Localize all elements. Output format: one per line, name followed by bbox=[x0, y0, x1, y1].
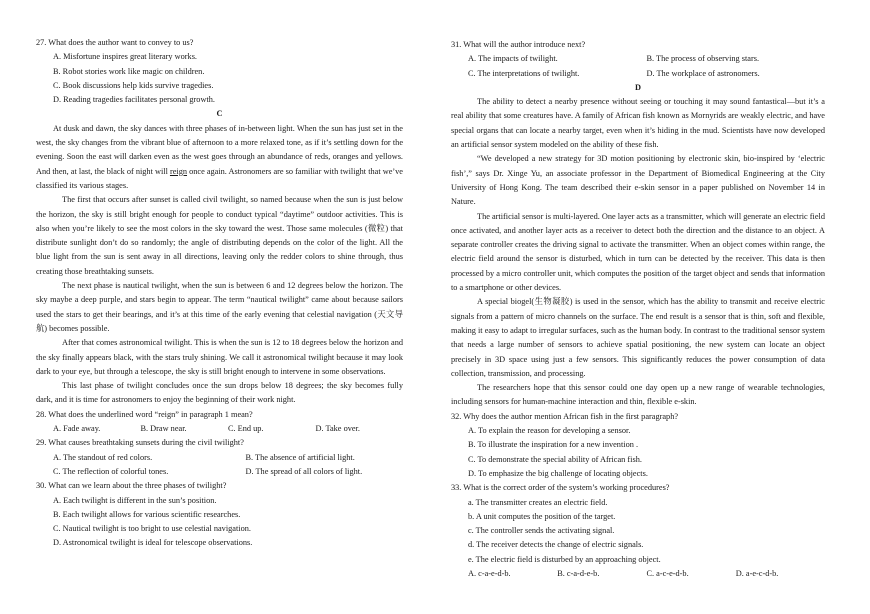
option: D. To emphasize the big challenge of locating objects. bbox=[468, 468, 648, 478]
procedure-step: e. The electric field is disturbed by an approaching object. bbox=[468, 554, 661, 564]
passage-paragraph: The first that occurs after sunset is called civil twilight, so named because when the sun is just below the horizon, the sky is still bright enough for people to conduct typical “daytime” outdoor activities. This is also when you’re likely to see the most colors in the sky toward the west. Those same molecules (微粒) that distribute sunlight don’t do so randomly; the angle of distributing depends on the color of the light. All the blue light from the sun is sent away in all directions, leaving only the redder colors to shine through, thus creating those breathtaking sunsets. bbox=[36, 195, 403, 276]
passage-paragraph: The researchers hope that this sensor could one day open up a new range of wearable technologies, including sensors for human-machine interaction and thin, flexible e-skin. bbox=[451, 383, 825, 407]
option: B. The process of observing stars. bbox=[646, 54, 760, 64]
question-stem: 33. What is the correct order of the system’s working procedures? bbox=[451, 483, 670, 493]
option: D. Take over. bbox=[315, 424, 360, 434]
procedure-step: a. The transmitter creates an electric field. bbox=[468, 497, 608, 507]
option: B. c-a-d-e-b. bbox=[557, 568, 600, 578]
passage-c bbox=[36, 122, 403, 408]
question-30 bbox=[36, 479, 403, 550]
right-column bbox=[451, 38, 825, 581]
option: A. Fade away. bbox=[53, 424, 101, 434]
option: B. To illustrate the inspiration for a new invention . bbox=[468, 440, 639, 450]
option-row bbox=[451, 567, 825, 581]
option: C. Book discussions help kids survive tragedies. bbox=[53, 80, 214, 90]
section-heading-d: D bbox=[635, 82, 641, 92]
option: C. End up. bbox=[228, 424, 264, 434]
option: D. a-e-c-d-b. bbox=[735, 568, 779, 578]
question-33 bbox=[451, 481, 825, 581]
option: B. Each twilight allows for various scientific researches. bbox=[53, 509, 241, 519]
option-row bbox=[36, 465, 403, 479]
option: B. The absence of artificial light. bbox=[245, 452, 355, 462]
option: A. Misfortune inspires great literary works. bbox=[53, 52, 198, 62]
option: A. To explain the reason for developing a sensor. bbox=[468, 426, 631, 436]
question-29 bbox=[36, 436, 403, 479]
question-stem: 32. Why does the author mention African fish in the first paragraph? bbox=[451, 411, 679, 421]
option: C. The reflection of colorful tones. bbox=[53, 466, 169, 476]
section-heading-c: C bbox=[216, 109, 223, 119]
question-stem: 27. What does the author want to convey to us? bbox=[36, 38, 194, 47]
passage-paragraph: The next phase is nautical twilight, when the sun is between 6 and 12 degrees below the horizon. The sky maybe a deep purple, and stars begin to appear. The term “nautical twilight” came about because sailors used the stars to get their bearings, and it’s at this time of the early evening that celestial navigation (天文导航) becomes possible. bbox=[36, 281, 403, 333]
option: A. c-a-e-d-b. bbox=[468, 568, 511, 578]
question-28 bbox=[36, 408, 403, 437]
option: D. The workplace of astronomers. bbox=[646, 68, 760, 78]
procedure-step: c. The controller sends the activating signal. bbox=[468, 526, 615, 536]
passage-paragraph: This last phase of twilight concludes once the sun drops below 18 degrees; the sky becomes fully dark, and it is time for astronomers to enjoy the beginning of their work night. bbox=[36, 381, 403, 405]
option: A. The impacts of twilight. bbox=[468, 54, 558, 64]
question-stem: 30. What can we learn about the three phases of twilight? bbox=[36, 481, 227, 491]
passage-paragraph: After that comes astronomical twilight. This is when the sun is 12 to 18 degrees below the horizon and the sky finally appears black, with the stars truly shining. We call it astronomical twilight because it may look dark to your eye, but through a telescope, the sky is still bright enough to intervene in some observations. bbox=[36, 338, 403, 376]
question-27 bbox=[36, 36, 403, 107]
question-stem: 31. What will the author introduce next? bbox=[451, 40, 586, 49]
option-row bbox=[451, 67, 825, 81]
procedure-step: d. The receiver detects the change of electric signals. bbox=[468, 540, 644, 550]
option: D. Reading tragedies facilitates personal growth. bbox=[53, 95, 215, 105]
option: C. Nautical twilight is too bright to use celestial navigation. bbox=[53, 524, 251, 534]
procedure-step: b. A unit computes the position of the target. bbox=[468, 511, 616, 521]
option: A. Each twilight is different in the sun’s position. bbox=[53, 495, 217, 505]
passage-paragraph: The ability to detect a nearby presence without seeing or touching it may sound fantastical—but it’s a real ability that some creatures have. A family of African fish known as Mornyrids are weakly electric, and have special organs that can locate a nearby target, even when it’s hiding in the mud. Scientists have now developed an artificial sensor system modeled on the ability of these fish. bbox=[451, 97, 825, 150]
option-row bbox=[36, 422, 403, 436]
option-row bbox=[451, 52, 825, 66]
option: C. a-c-e-d-b. bbox=[646, 568, 689, 578]
underlined-word: reign bbox=[169, 166, 188, 176]
option: D. The spread of all colors of light. bbox=[245, 466, 363, 476]
option: C. The interpretations of twilight. bbox=[468, 68, 580, 78]
option: C. To demonstrate the special ability of African fish. bbox=[468, 454, 642, 464]
option: B. Draw near. bbox=[140, 424, 187, 434]
option: A. The standout of red colors. bbox=[53, 452, 153, 462]
passage-paragraph: The artificial sensor is multi-layered. One layer acts as a transmitter, which will generate an electric field once activated, and another layer acts as a receiver to detect both the direction and the distance to an object. A separate controller creates the driving signal to activate the transmitter. When an object comes within range, the electric field around the sensor is disturbed, which in turn can be detected by the receiver. This data is then processed by a micro controller unit, which computes the position of the target object and sends that information to a smartphone or other devices. bbox=[451, 211, 825, 293]
question-stem: 28. What does the underlined word “reign” in paragraph 1 mean? bbox=[36, 409, 253, 419]
question-31 bbox=[451, 38, 825, 81]
passage-paragraph: At dusk and dawn, the sky dances with three phases of in-between light. When the sun has just set in the west, the sky changes from the vibrant blue of afternoon to a more relaxed tone, as if it’s settling down for the evening. Soon the east will darken even as the west goes through an abundance of reds, oranges and yellows. And then, at last, the black of night will reign once again. Astronomers are so familiar with twilight that we’ve classified its various stages. bbox=[36, 123, 403, 190]
question-32 bbox=[451, 410, 825, 481]
option: D. Astronomical twilight is ideal for telescope observations. bbox=[53, 538, 253, 548]
passage-paragraph: A special biogel(生物凝胶) is used in the sensor, which has the ability to transmit and receive electric signals from a pattern of micro channels on the surface. The end result is a sensor that is thin, soft and flexible, making it easy to adapt to irregular surfaces, such as the human body. In contrast to the traditional sensor system that needs a large number of sensors to achieve spatial positioning, the new system can locate an object precisely in 3D space using just a few sensors. This significantly reduces the power consumption of data collection, transmission, and processing. bbox=[451, 297, 825, 378]
passage-d bbox=[451, 95, 825, 410]
question-stem: 29. What causes breathtaking sunsets during the civil twilight? bbox=[36, 438, 244, 448]
passage-paragraph: “We developed a new strategy for 3D motion positioning by electronic skin, bio-inspired by ‘electric fish’,” says Dr. Xinge Yu, an associate professor in the Department of Biomedical Engineering at the City University of Hong Kong. The team described their e-skin sensor in a paper published on November 14 in Nature. bbox=[451, 154, 825, 207]
left-column bbox=[36, 36, 403, 551]
option-row bbox=[36, 451, 403, 465]
option: B. Robot stories work like magic on children. bbox=[53, 66, 205, 76]
